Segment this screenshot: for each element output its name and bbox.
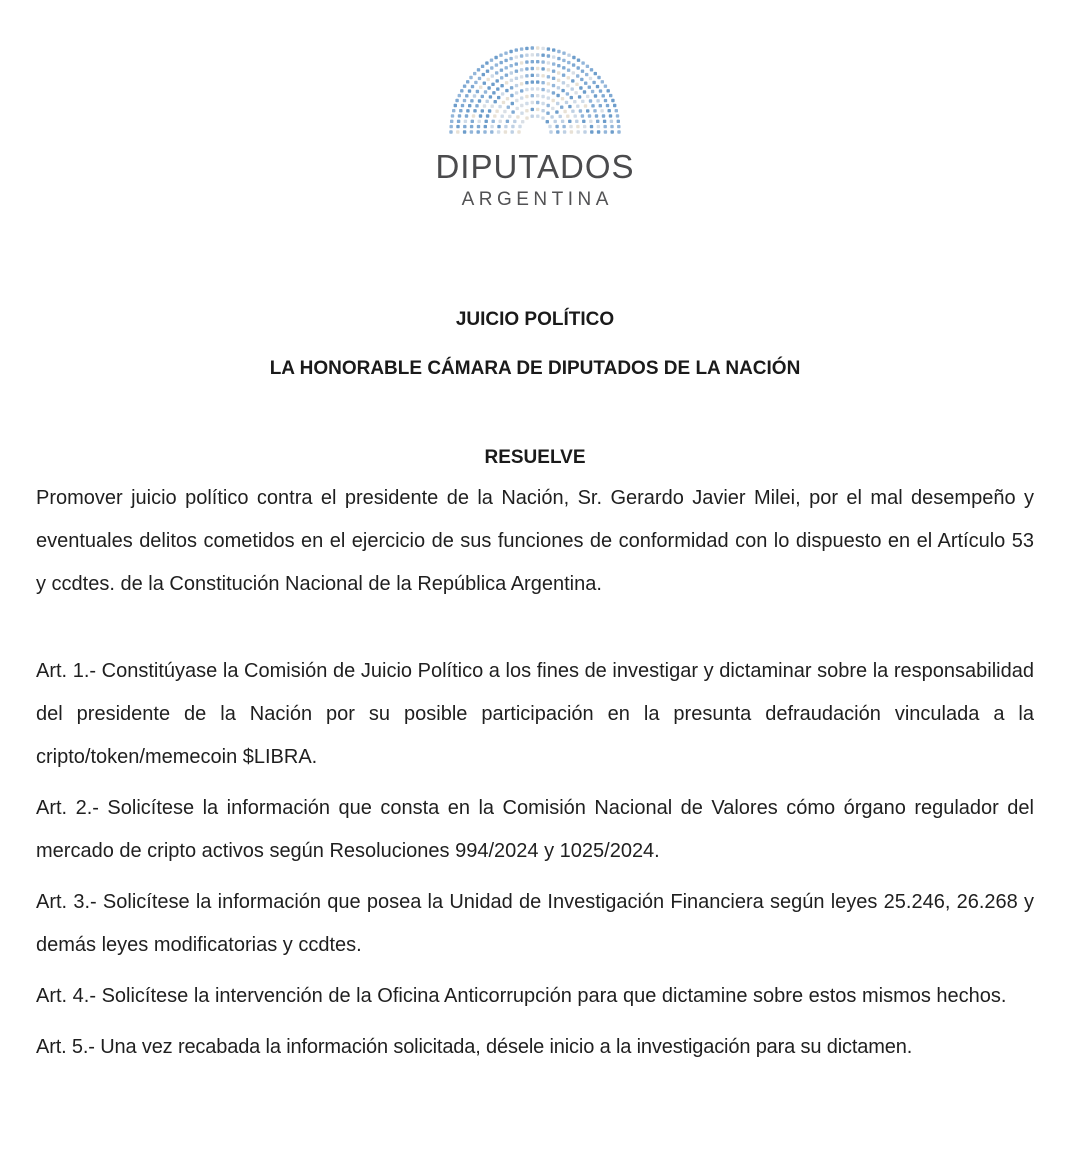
diputados-logo xyxy=(0,0,1070,209)
logo-wordmark: DIPUTADOS xyxy=(435,148,635,185)
article-5-paragraph: Art. 5.- Una vez recabada la información solicitada, désele inicio a la investigación para su dictamen. xyxy=(36,1036,913,1059)
diputados-hemicycle-icon xyxy=(447,44,623,136)
logo-country: ARGENTINA xyxy=(461,189,613,210)
doc-resuelve-heading: RESUELVE xyxy=(484,446,586,468)
doc-title: JUICIO POLÍTICO xyxy=(455,309,615,330)
article-4-paragraph: Art. 4.- Solicítese la intervención de la Oficina Anticorrupción para que dictamine sobre estos mismos hechos. xyxy=(36,985,1007,1008)
article-1-paragraph: Art. 1.- Constitúyase la Comisión de Juicio Político a los fines de investigar y dictaminar sobre la responsabilidad del presidente de la Nación por su posible participación en la presunta defraudación vinculada a la cripto/token/memecoin $LIBRA. xyxy=(36,660,1034,769)
intro-paragraph: Promover juicio político contra el presidente de la Nación, Sr. Gerardo Javier Milei, por el mal desempeño y eventuales delitos cometidos en el ejercicio de sus funciones de conformidad con lo dispuesto en el Artículo 53 y ccdtes. de la Constitución Nacional de la República Argentina. xyxy=(36,487,1034,596)
article-2-paragraph: Art. 2.- Solicítese la información que consta en la Comisión Nacional de Valores cómo órgano regulador del mercado de cripto activos según Resoluciones 994/2024 y 1025/2024. xyxy=(36,797,1034,863)
doc-chamber-heading: LA HONORABLE CÁMARA DE DIPUTADOS DE LA NACIÓN xyxy=(269,357,801,379)
resolution-body xyxy=(0,309,1070,1069)
article-3-paragraph: Art. 3.- Solicítese la información que posea la Unidad de Investigación Financiera según leyes 25.246, 26.268 y demás leyes modificatorias y ccdtes. xyxy=(36,891,1034,957)
